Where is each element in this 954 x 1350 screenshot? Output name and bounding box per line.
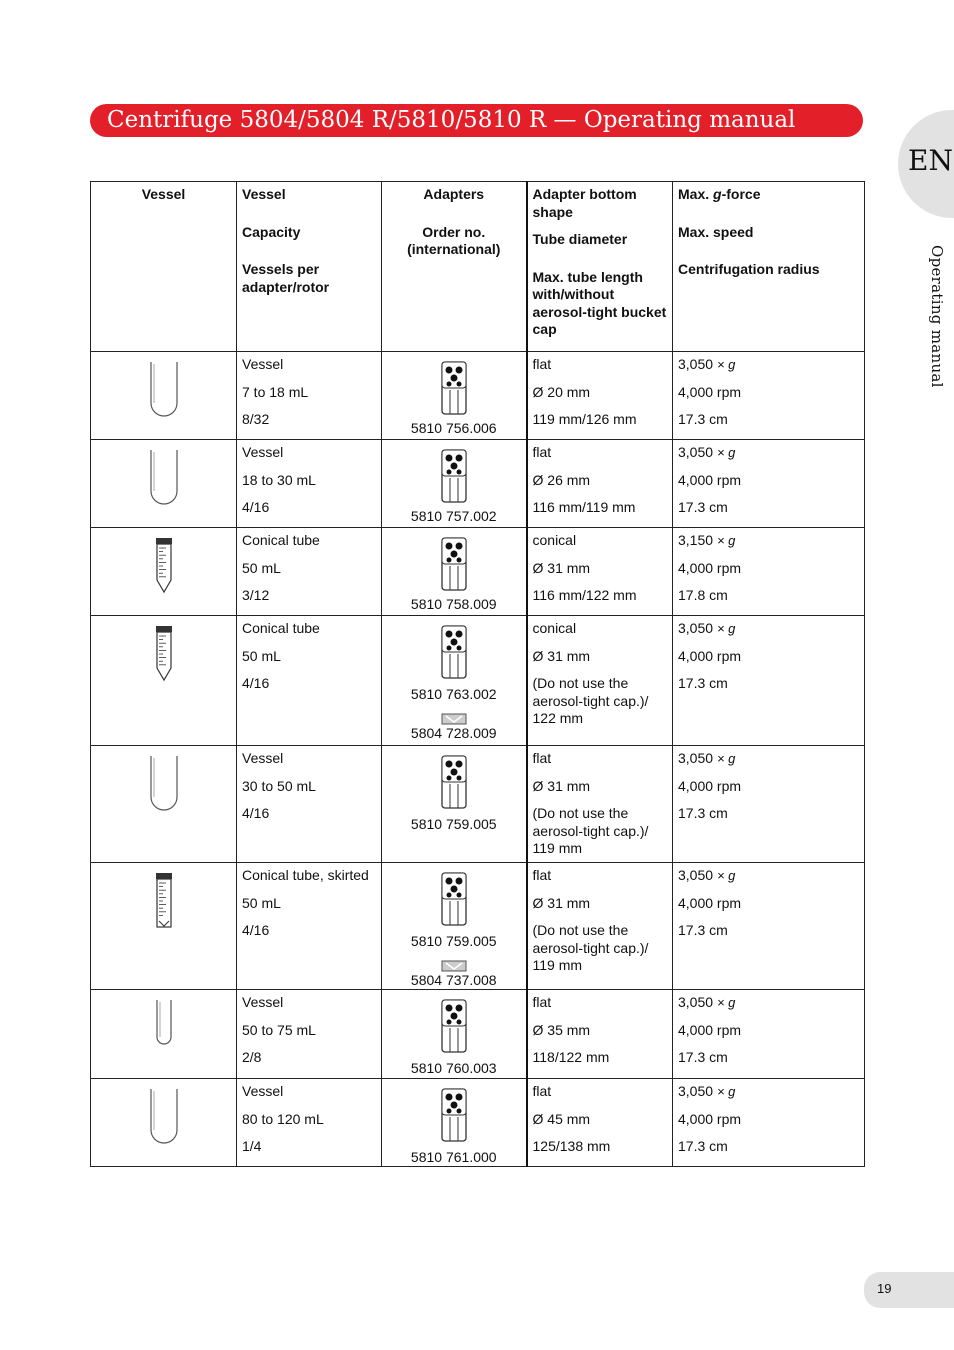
round-vessel-icon [149, 754, 179, 814]
force-cell [673, 746, 865, 863]
language-label: EN [908, 144, 953, 177]
adapter-icon [439, 360, 469, 416]
centrifugation-radius: 17.3 cm [678, 675, 728, 691]
adapter-cell [382, 528, 527, 616]
bottom-shape: flat [532, 867, 552, 883]
order-number: 5810 760.003 [410, 1060, 497, 1076]
adapter-icon [439, 536, 469, 592]
vessel-capacity: 50 mL [242, 894, 281, 911]
vessel-desc-cell [237, 1079, 382, 1167]
max-g-force: 3,050 × g [678, 867, 736, 883]
shape-cell [527, 528, 673, 616]
order-number: 5810 761.000 [410, 1149, 497, 1165]
vessel-desc-cell [237, 746, 382, 863]
vessel-name: Conical tube [242, 620, 320, 636]
max-speed: 4,000 rpm [678, 777, 742, 794]
order-number: 5810 759.005 [410, 933, 497, 949]
table-row [91, 616, 865, 746]
max-g-force: 3,050 × g [678, 750, 736, 766]
vessel-image-cell [91, 746, 237, 863]
adapter-cell [382, 616, 527, 746]
centrifugation-radius: 17.3 cm [678, 499, 728, 515]
force-cell [673, 990, 865, 1079]
vessel-name: Vessel [242, 356, 284, 372]
max-speed: 4,000 rpm [678, 1021, 742, 1038]
vessel-image-cell [91, 352, 237, 440]
vessel-image-cell [91, 1079, 237, 1167]
vessel-name: Conical tube, skirted [242, 867, 369, 883]
shape-cell [527, 746, 673, 863]
adapter-cell [382, 863, 527, 990]
conical-tube-icon [154, 536, 174, 596]
tube-diameter: Ø 45 mm [532, 1110, 591, 1127]
vessel-desc-cell [237, 352, 382, 440]
centrifugation-radius: 17.3 cm [678, 1138, 728, 1154]
bottom-shape: flat [532, 444, 552, 460]
vessel-image-cell [91, 616, 237, 746]
force-cell [673, 528, 865, 616]
max-speed: 4,000 rpm [678, 1110, 742, 1127]
max-tube-length: 116 mm/122 mm [532, 587, 637, 603]
max-tube-length: (Do not use the aerosol-tight cap.)/ 122 mm [532, 675, 649, 726]
vessel-image-cell [91, 440, 237, 528]
header-adapters: Adapters Order no. (international) [382, 182, 527, 352]
order-number: 5810 756.006 [410, 420, 497, 436]
max-g-force: 3,050 × g [678, 444, 736, 460]
page-number: 19 [877, 1281, 892, 1296]
vessel-desc-cell [237, 863, 382, 990]
table-row [91, 746, 865, 863]
vessel-capacity: 80 to 120 mL [242, 1110, 324, 1127]
adapter-cell [382, 990, 527, 1079]
vessel-capacity: 18 to 30 mL [242, 471, 316, 488]
max-speed: 4,000 rpm [678, 471, 742, 488]
table-row [91, 863, 865, 990]
max-g-force: 3,050 × g [678, 1083, 736, 1099]
max-speed: 4,000 rpm [678, 383, 742, 400]
conical-tube-icon [154, 624, 174, 684]
vessel-name: Vessel [242, 750, 284, 766]
vessel-capacity: 30 to 50 mL [242, 777, 316, 794]
vessel-capacity: 50 mL [242, 647, 281, 664]
adapter-cell [382, 440, 527, 528]
bottom-shape: flat [532, 356, 552, 372]
max-speed: 4,000 rpm [678, 559, 742, 576]
vessel-image-cell [91, 990, 237, 1079]
max-tube-length: 125/138 mm [532, 1138, 611, 1154]
shape-cell [527, 990, 673, 1079]
force-cell [673, 616, 865, 746]
adapter-icon [439, 1087, 469, 1143]
tube-diameter: Ø 31 mm [532, 559, 591, 576]
max-speed: 4,000 rpm [678, 647, 742, 664]
centrifugation-radius: 17.3 cm [678, 411, 728, 427]
order-number: 5804 737.008 [410, 972, 497, 988]
order-number: 5804 728.009 [410, 725, 497, 741]
page-title: Centrifuge 5804/5804 R/5810/5810 R — Operating manual [90, 104, 863, 137]
adapter-insert-icon [441, 960, 467, 972]
vessel-name: Vessel [242, 994, 284, 1010]
centrifugation-radius: 17.8 cm [678, 587, 728, 603]
max-g-force: 3,050 × g [678, 620, 736, 636]
skirted-tube-icon [154, 871, 174, 931]
vessels-per-rotor: 1/4 [242, 1138, 262, 1154]
vessel-image-cell [91, 863, 237, 990]
tube-diameter: Ø 31 mm [532, 777, 591, 794]
table-row [91, 440, 865, 528]
tube-diameter: Ø 35 mm [532, 1021, 591, 1038]
shape-cell [527, 352, 673, 440]
vessel-desc-cell [237, 528, 382, 616]
bottom-shape: conical [532, 532, 577, 548]
vessel-desc-cell [237, 440, 382, 528]
vessel-name: Vessel [242, 444, 284, 460]
header-force: Max. g-force Max. speed Centrifugation radius [673, 182, 865, 352]
force-cell [673, 440, 865, 528]
tube-diameter: Ø 20 mm [532, 383, 591, 400]
max-speed: 4,000 rpm [678, 894, 742, 911]
vessels-per-rotor: 2/8 [242, 1049, 262, 1065]
adapter-icon [439, 998, 469, 1054]
adapter-cell [382, 352, 527, 440]
max-tube-length: 118/122 mm [532, 1049, 610, 1065]
force-cell [673, 352, 865, 440]
order-number: 5810 759.005 [410, 816, 497, 832]
round-vessel-icon [149, 360, 179, 420]
vessel-name: Conical tube [242, 532, 320, 548]
header-vessel-capacity: Vessel Capacity Vessels per adapter/rotor [237, 182, 382, 352]
table-row [91, 352, 865, 440]
section-label: Operating manual [928, 245, 946, 388]
max-tube-length: (Do not use the aerosol-tight cap.)/ 119 mm [532, 922, 649, 973]
table-header-row [91, 182, 865, 352]
tube-diameter: Ø 31 mm [532, 647, 591, 664]
vessel-name: Vessel [242, 1083, 284, 1099]
vessel-image-cell [91, 528, 237, 616]
tube-diameter: Ø 26 mm [532, 471, 591, 488]
max-tube-length: 119 mm/126 mm [532, 411, 637, 427]
adapter-insert-icon [441, 713, 467, 725]
bottom-shape: flat [532, 1083, 552, 1099]
adapter-cell [382, 746, 527, 863]
vessel-capacity: 7 to 18 mL [242, 383, 309, 400]
adapter-icon [439, 871, 469, 927]
adapter-cell [382, 1079, 527, 1167]
vessels-per-rotor: 4/16 [242, 675, 270, 691]
max-g-force: 3,150 × g [678, 532, 736, 548]
table-row [91, 990, 865, 1079]
bottom-shape: flat [532, 750, 552, 766]
vessels-per-rotor: 4/16 [242, 805, 270, 821]
vessel-capacity: 50 mL [242, 559, 281, 576]
bottom-shape: flat [532, 994, 552, 1010]
round-vessel-icon [149, 448, 179, 508]
force-cell [673, 1079, 865, 1167]
max-tube-length: (Do not use the aerosol-tight cap.)/ 119 mm [532, 805, 649, 856]
order-number: 5810 763.002 [410, 686, 497, 702]
vessel-desc-cell [237, 616, 382, 746]
shape-cell [527, 440, 673, 528]
round-vessel-icon [149, 1087, 179, 1147]
max-g-force: 3,050 × g [678, 994, 736, 1010]
vessels-per-rotor: 3/12 [242, 587, 270, 603]
bottom-shape: conical [532, 620, 577, 636]
centrifugation-radius: 17.3 cm [678, 805, 728, 821]
header-shape: Adapter bottom shape Tube diameter Max. tube length with/without aerosol-tight bucket cap [527, 182, 673, 352]
vessels-per-rotor: 4/16 [242, 922, 270, 938]
force-cell [673, 863, 865, 990]
shape-cell [527, 1079, 673, 1167]
vessel-adapter-table [90, 181, 865, 1167]
table-row [91, 1079, 865, 1167]
header-vessel: Vessel [91, 182, 237, 352]
tube-diameter: Ø 31 mm [532, 894, 591, 911]
shape-cell [527, 863, 673, 990]
order-number: 5810 757.002 [410, 508, 497, 524]
max-g-force: 3,050 × g [678, 356, 736, 372]
centrifugation-radius: 17.3 cm [678, 922, 728, 938]
adapter-icon [439, 754, 469, 810]
round-vessel-icon [155, 998, 173, 1048]
vessel-desc-cell [237, 990, 382, 1079]
shape-cell [527, 616, 673, 746]
vessels-per-rotor: 8/32 [242, 411, 270, 427]
vessel-capacity: 50 to 75 mL [242, 1021, 316, 1038]
table-row [91, 528, 865, 616]
adapter-icon [439, 448, 469, 504]
adapter-icon [439, 624, 469, 680]
max-tube-length: 116 mm/119 mm [532, 499, 636, 515]
order-number: 5810 758.009 [410, 596, 497, 612]
centrifugation-radius: 17.3 cm [678, 1049, 728, 1065]
vessels-per-rotor: 4/16 [242, 499, 270, 515]
